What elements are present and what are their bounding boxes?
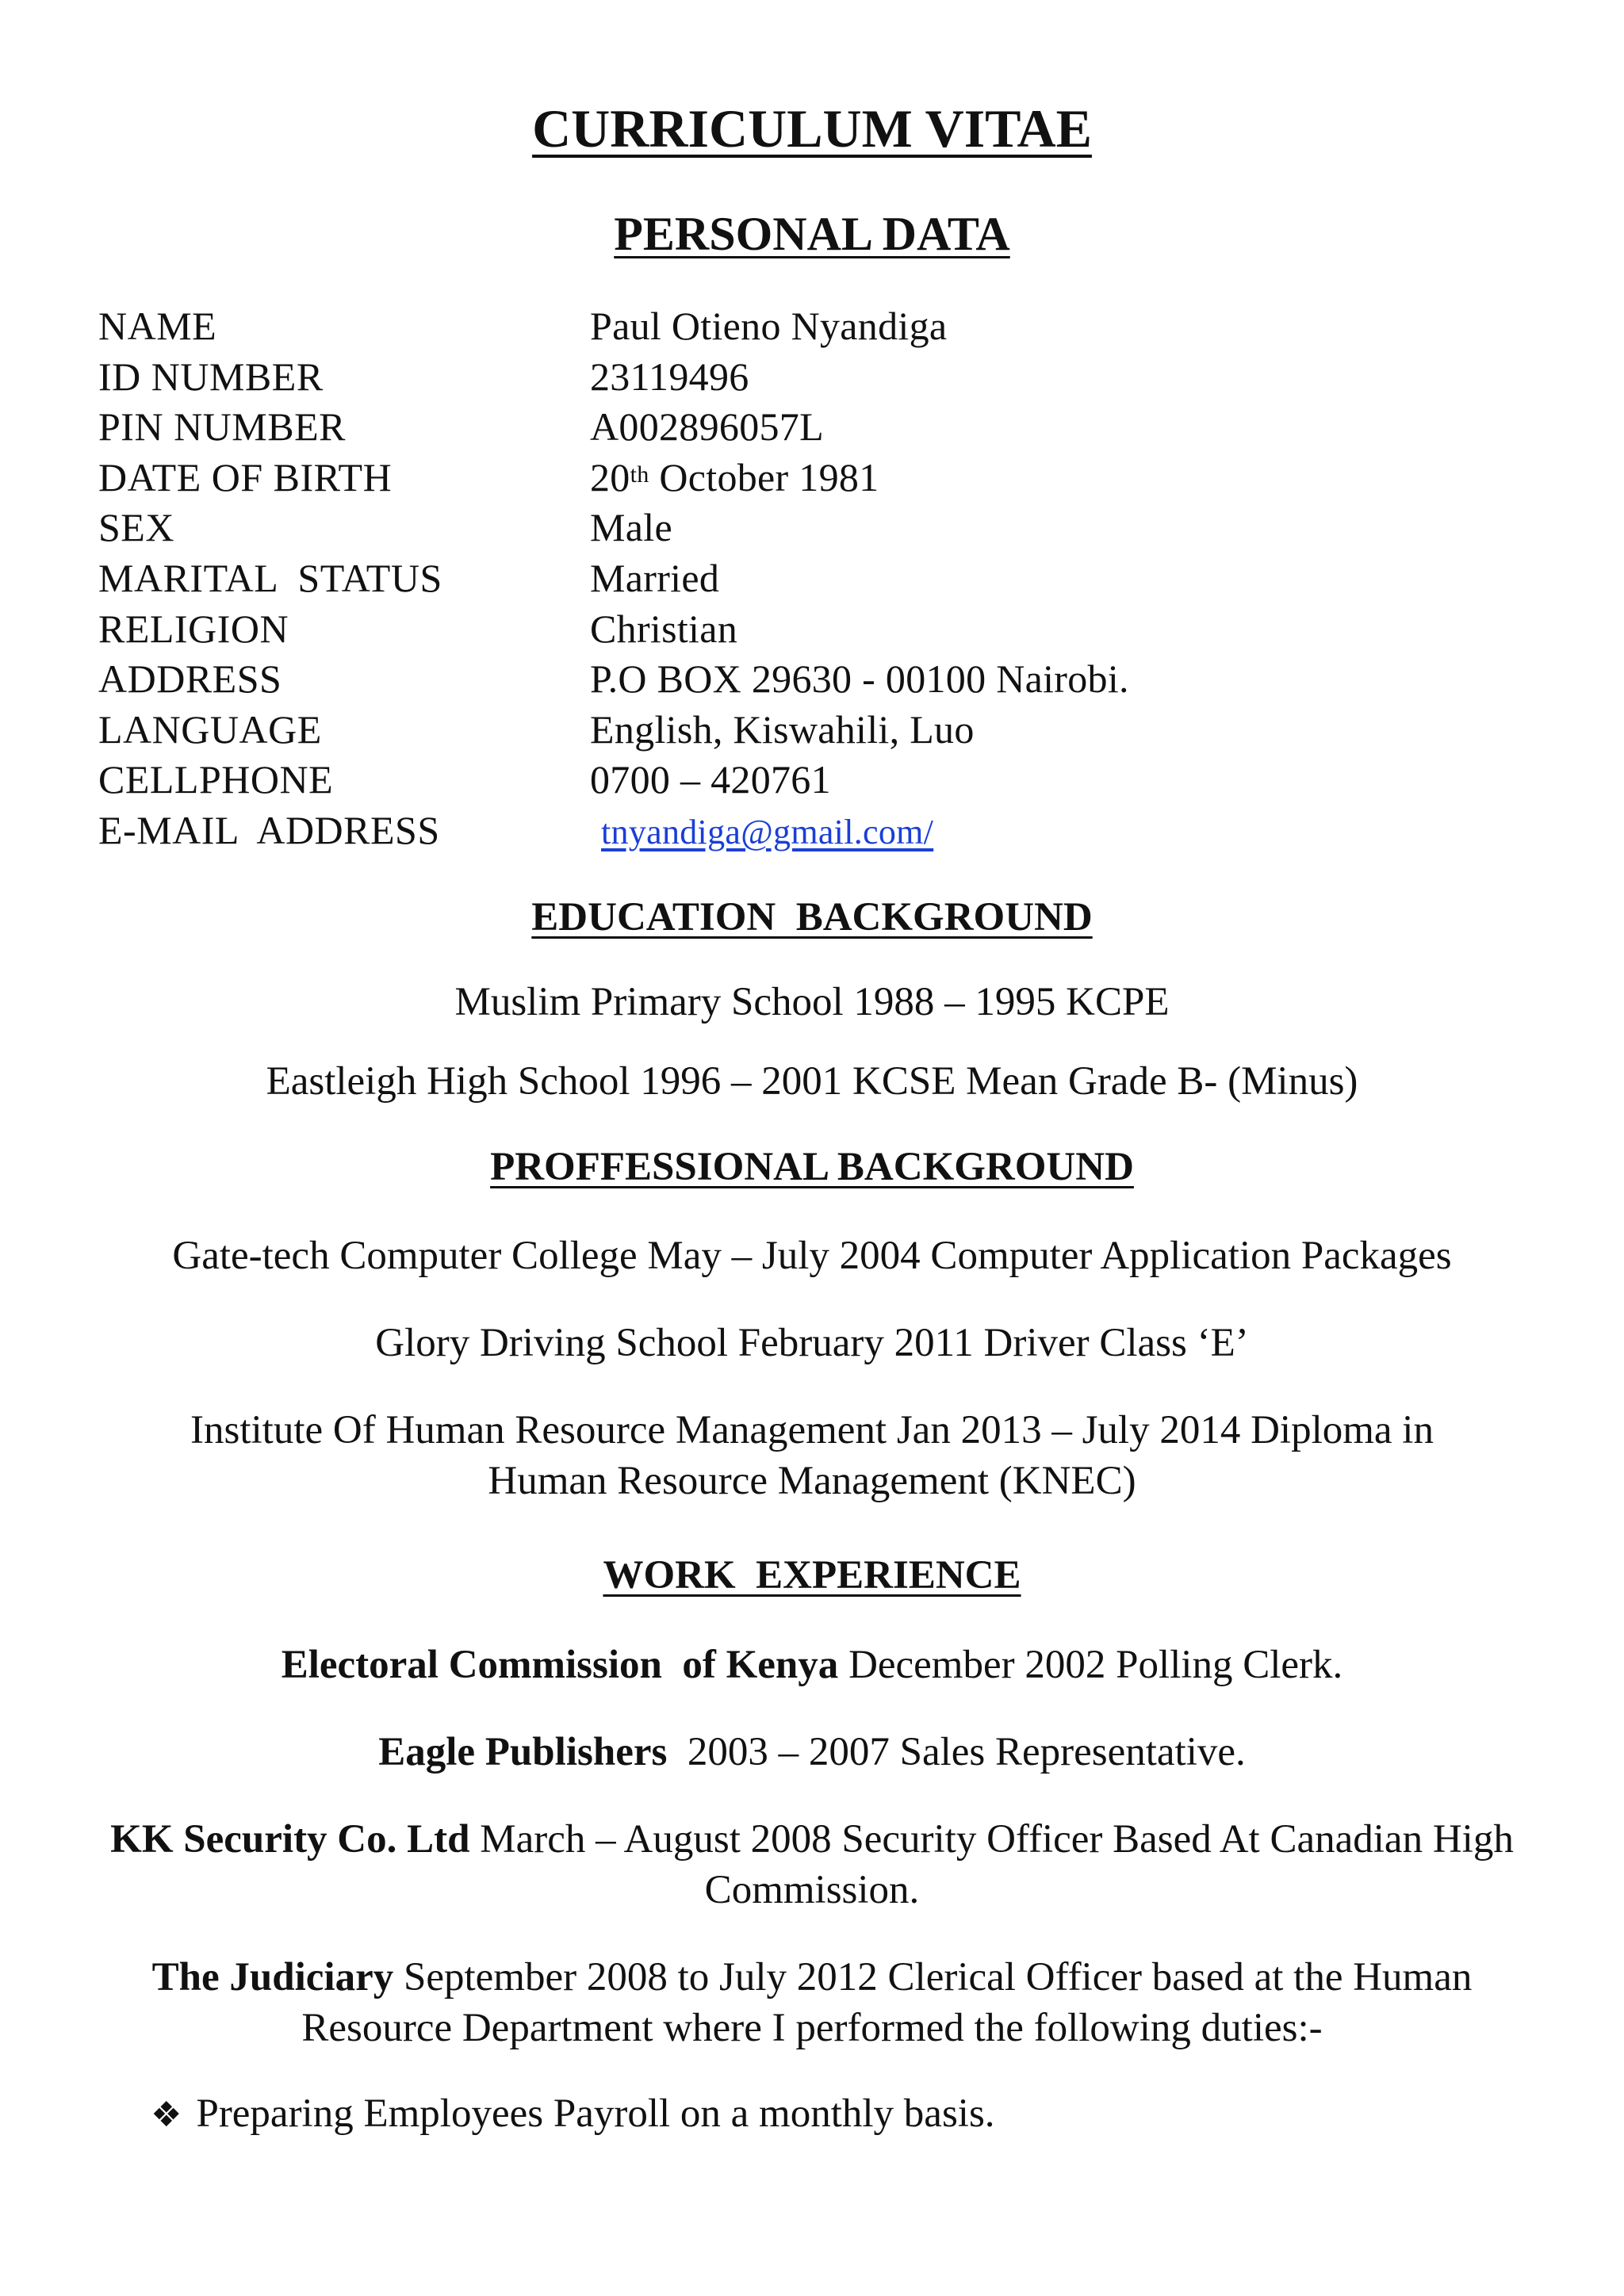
employer-name: Eagle Publishers — [378, 1730, 668, 1774]
data-value: Christian — [590, 606, 738, 651]
data-row-religion — [98, 604, 1129, 655]
employer-name: Electoral Commission of Kenya — [281, 1643, 839, 1687]
work-detail: September 2008 to July 2012 Clerical Officer based at the Human Resource Department where I performed the following duties:- — [301, 1955, 1473, 2050]
work-detail: March – August 2008 Security Officer Based At Canadian High Commission. — [469, 1817, 1514, 1912]
data-value — [590, 453, 879, 503]
document-title: CURRICULUM VITAE — [532, 98, 1092, 159]
work-item — [0, 1727, 1624, 1777]
data-row-name — [98, 301, 1129, 352]
work-experience-heading: WORK EXPERIENCE — [603, 1553, 1021, 1598]
data-value: P.O BOX 29630 - 00100 Nairobi. — [590, 656, 1129, 702]
education-item: Muslim Primary School 1988 – 1995 KCPE — [454, 980, 1170, 1024]
data-value: 0700 – 420761 — [590, 757, 831, 802]
education-item: Eastleigh High School 1996 – 2001 KCSE Mean Grade B- (Minus) — [266, 1059, 1358, 1104]
data-row-email-address — [98, 806, 1129, 858]
data-label: RELIGION — [98, 606, 289, 651]
data-label: DATE OF BIRTH — [98, 454, 393, 499]
data-value: 23119496 — [590, 354, 749, 399]
data-row-pin-number — [98, 402, 1129, 453]
personal-data-table — [98, 301, 1129, 858]
data-value: English, Kiswahili, Luo — [590, 706, 975, 752]
data-row-language — [98, 705, 1129, 756]
data-value: Married — [590, 555, 720, 600]
dob-day: 20 — [590, 454, 630, 499]
email-link[interactable]: tnyandiga@gmail.com/ — [601, 812, 934, 851]
data-row-address — [98, 654, 1129, 705]
work-item — [79, 1952, 1545, 2053]
data-label: ADDRESS — [98, 656, 282, 702]
data-label: SEX — [98, 505, 174, 550]
data-label: LANGUAGE — [98, 706, 322, 752]
data-label: NAME — [98, 304, 217, 348]
professional-item: Institute Of Human Resource Management Jan 2013 – July 2014 Diploma in Human Resource Management (KNEC) — [190, 1408, 1434, 1503]
work-detail: 2003 – 2007 Sales Representative. — [667, 1730, 1246, 1774]
professional-heading: PROFFESSIONAL BACKGROUND — [490, 1145, 1134, 1189]
professional-item: Gate-tech Computer College May – July 2004 Computer Application Packages — [172, 1234, 1452, 1278]
diamond-bullet-icon: ❖ — [151, 2095, 182, 2135]
data-label: E-MAIL ADDRESS — [98, 807, 440, 852]
dob-ordinal: th — [630, 461, 649, 488]
dob-month-year: October 1981 — [649, 454, 879, 499]
data-value: A002896057L — [590, 404, 824, 450]
data-label: CELLPHONE — [98, 757, 334, 802]
education-heading: EDUCATION BACKGROUND — [531, 895, 1093, 939]
professional-item: Glory Driving School February 2011 Driver Class ‘E’ — [375, 1321, 1249, 1365]
data-value: Paul Otieno Nyandiga — [590, 304, 948, 348]
data-label: PIN NUMBER — [98, 404, 346, 450]
data-row-marital-status — [98, 553, 1129, 604]
data-row-id-number — [98, 352, 1129, 403]
data-label: MARITAL STATUS — [98, 555, 442, 600]
data-row-date-of-birth — [98, 453, 1129, 503]
data-row-sex — [98, 503, 1129, 553]
data-row-cellphone — [98, 755, 1129, 806]
duty-text: Preparing Employees Payroll on a monthly basis. — [196, 2091, 995, 2136]
employer-name: The Judiciary — [151, 1955, 394, 1999]
data-value — [590, 806, 933, 858]
work-item — [79, 1814, 1545, 1915]
personal-data-heading: PERSONAL DATA — [614, 208, 1010, 260]
data-label: ID NUMBER — [98, 354, 324, 399]
work-item — [0, 1640, 1624, 1690]
duty-list-item — [151, 2088, 995, 2141]
data-value: Male — [590, 505, 672, 550]
work-detail: December 2002 Polling Clerk. — [838, 1643, 1343, 1687]
employer-name: KK Security Co. Ltd — [110, 1817, 470, 1862]
